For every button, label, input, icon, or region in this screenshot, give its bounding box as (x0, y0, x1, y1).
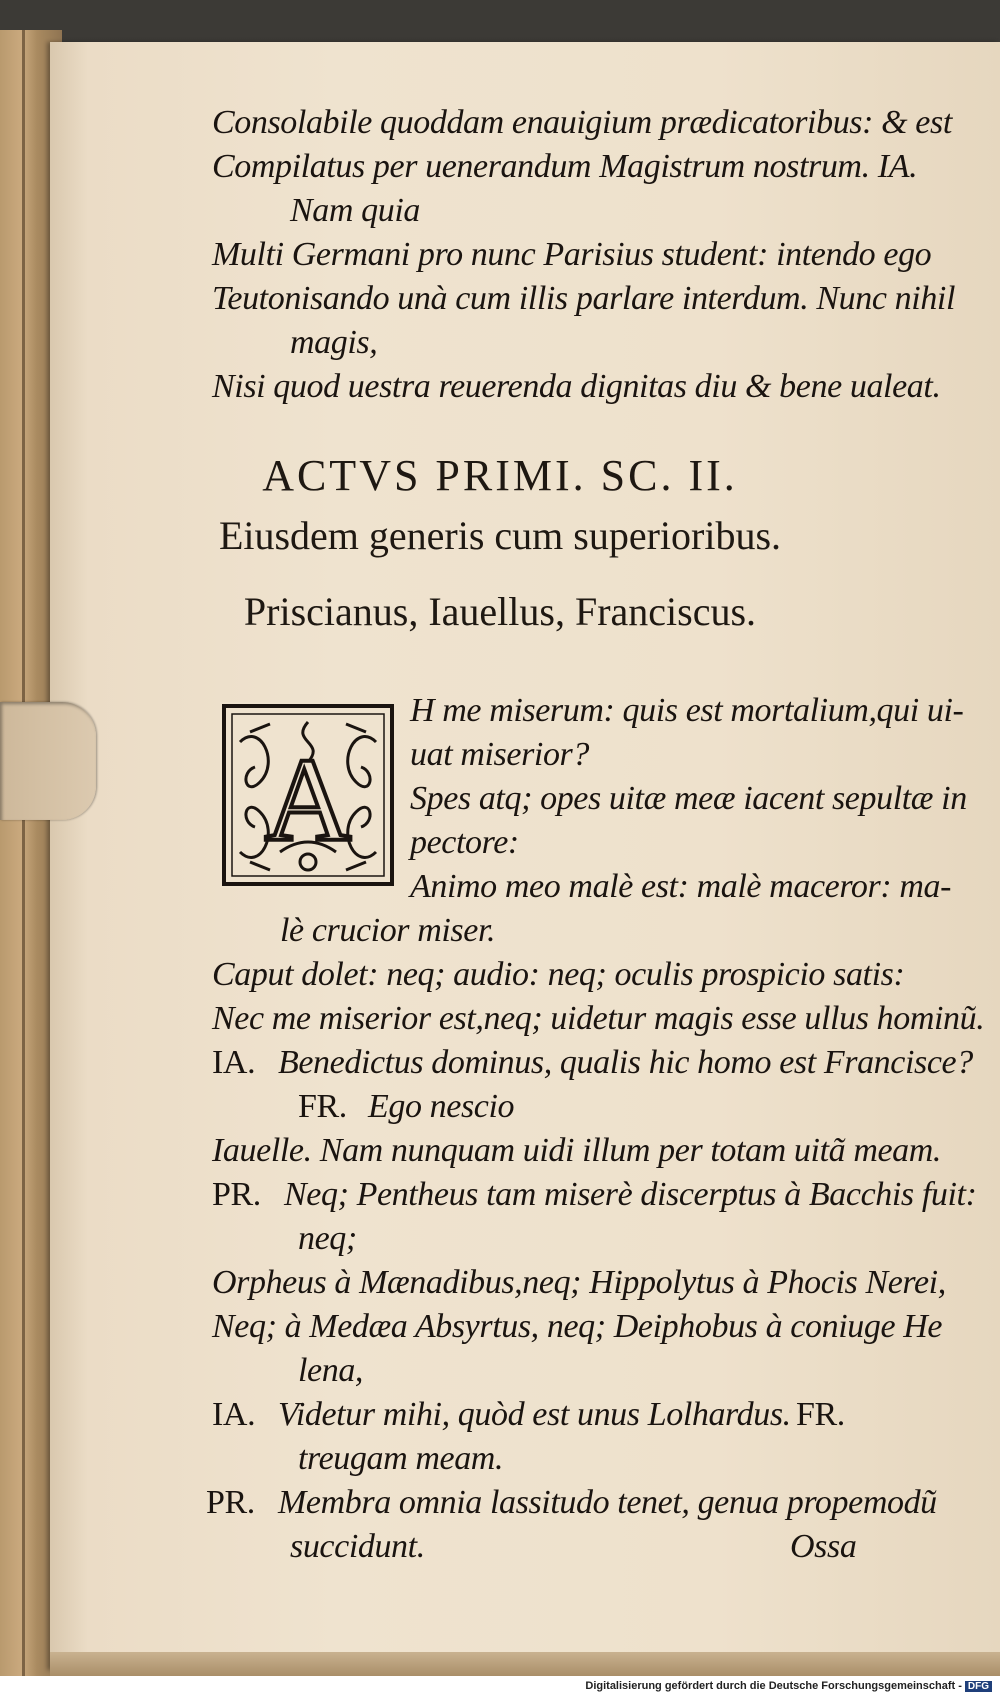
text-line: Consolabile quoddam enauigium prædicatoribus: & est (212, 104, 952, 141)
catchword: Ossa (790, 1528, 857, 1565)
dialogue-line: Neq; à Medæa Absyrtus, neq; Deiphobus à coniuge He (212, 1308, 943, 1345)
dialogue-line: lena, (298, 1352, 364, 1389)
speaker-label: FR. (796, 1396, 845, 1433)
act-heading: ACTVS PRIMI. SC. II. (262, 451, 738, 500)
dialogue-line: Iauelle. Nam nunquam uidi illum per totam uitã meam. (212, 1132, 942, 1169)
text-line: lè crucior miser. (280, 912, 496, 949)
act-subtitle: Eiusdem generis cum superioribus. (218, 513, 782, 558)
dialogue-line: Membra omnia lassitudo tenet, genua propemodũ (278, 1484, 937, 1521)
page-bottom-edge (50, 1652, 1000, 1676)
text-line: Teutonisando unà cum illis parlare interdum. Nunc nihil (212, 280, 956, 317)
speaker-label: IA. (212, 1044, 256, 1081)
dialogue-line: Orpheus à Mænadibus,neq; Hippolytus à Phocis Nerei, (212, 1264, 946, 1301)
text-line: Nisi quod uestra reuerenda dignitas diu & bene ualeat. (212, 368, 941, 405)
digitization-credit (585, 1680, 992, 1692)
dialogue-line: treugam meam. (298, 1440, 504, 1477)
text-line: H me miserum: quis est mortalium,qui ui- (410, 692, 964, 729)
bookmark-tab (0, 702, 96, 820)
speaker-label: PR. (212, 1176, 261, 1213)
dialogue-line: Neq; Pentheus tam miserè discerptus à Bacchis fuit: (284, 1176, 977, 1213)
dfg-logo: DFG (965, 1681, 992, 1692)
text-line: pectore: (410, 824, 519, 861)
dialogue-line: Nec me miserior est,neq; uidetur magis esse ullus hominũ. (212, 1000, 985, 1037)
speaker-label: PR. (206, 1484, 255, 1521)
initial-letter: A (264, 733, 352, 866)
decorated-initial-ornament (220, 702, 396, 888)
dialogue-line: Ego nescio (368, 1088, 515, 1125)
credit-text: Digitalisierung gefördert durch die Deutsche Forschungsgemeinschaft - (585, 1680, 962, 1692)
text-line: Spes atq; opes uitæ meæ iacent sepultæ in (410, 780, 967, 817)
act-cast-list: Priscianus, Iauellus, Franciscus. (243, 589, 757, 634)
speaker-label: FR. (298, 1088, 347, 1125)
text-line: Multi Germani pro nunc Parisius student: intendo ego (212, 236, 932, 273)
dialogue-line: succidunt. (290, 1528, 425, 1565)
dialogue-line: neq; (298, 1220, 357, 1257)
text-line: Nam quia (290, 192, 420, 229)
decorated-initial (220, 702, 396, 888)
text-line: magis, (290, 324, 378, 361)
text-line: Animo meo malè est: malè maceror: ma- (410, 868, 952, 905)
dialogue-line: Benedictus dominus, qualis hic homo est Francisce? (278, 1044, 973, 1081)
speaker-label: IA. (212, 1396, 256, 1433)
text-line: Compilatus per uenerandum Magistrum nostrum. IA. (212, 148, 918, 185)
text-line: uat miserior? (410, 736, 589, 773)
dialogue-line: Caput dolet: neq; audio: neq; oculis prospicio satis: (212, 956, 905, 993)
dialogue-line: Videtur mihi, quòd est unus Lolhardus. (278, 1396, 791, 1433)
